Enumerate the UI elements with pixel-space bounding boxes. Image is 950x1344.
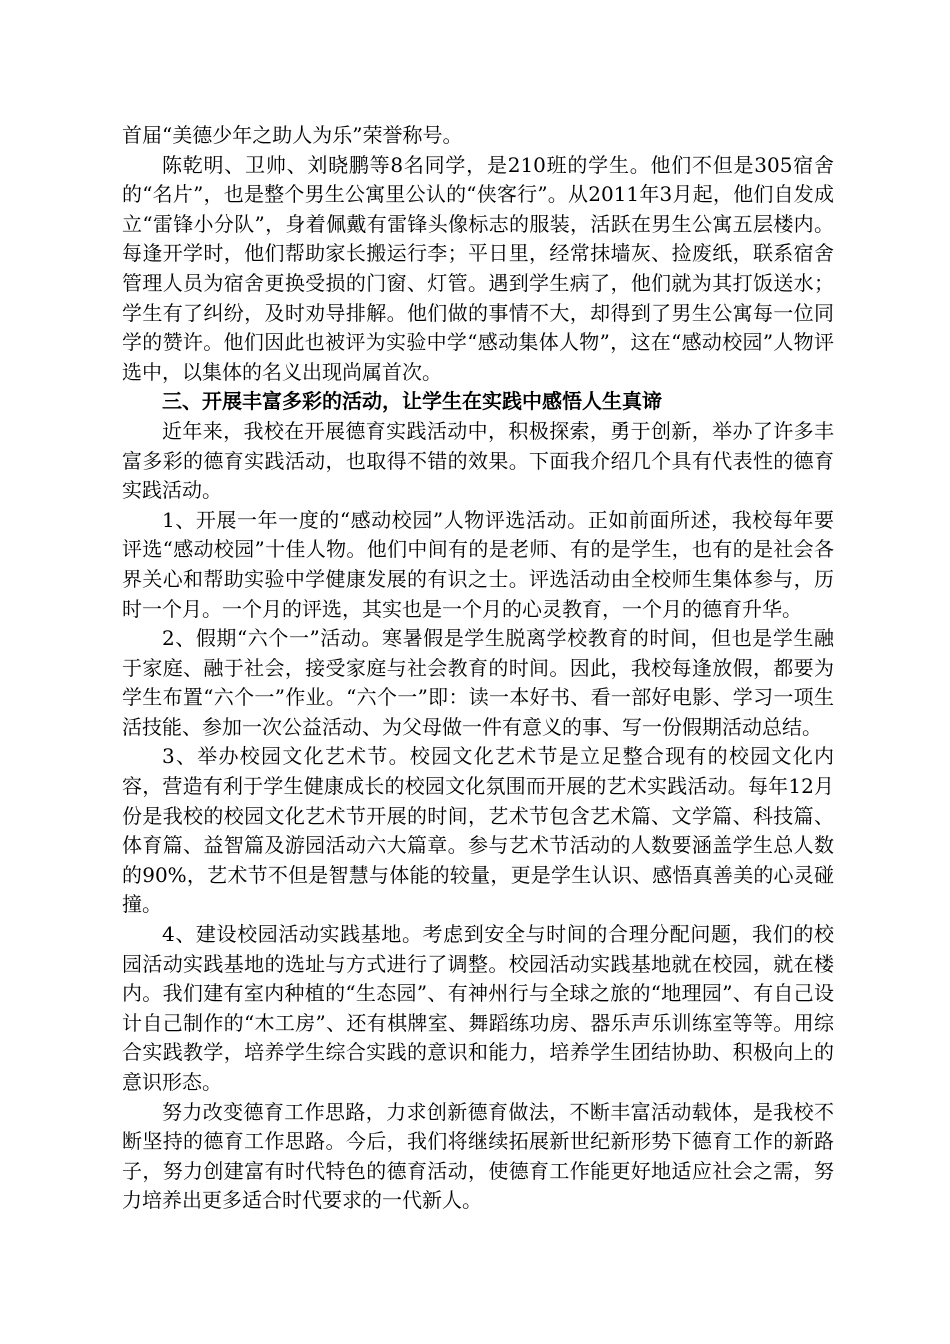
document-body (122, 121, 834, 1216)
paragraph-continuation: 首届“美德少年之助人为乐”荣誉称号。 (122, 123, 463, 147)
paragraph-activity-1: 1、开展一年一度的“感动校园”人物评选活动。正如前面所述，我校每年要评选“感动校园”十佳人物。他们中间有的是老师、有的是学生，也有的是社会各界关心和帮助实验中学健康发展的有识之士。评选活动由全校师生集体参与，历时一个月。一个月的评选，其实也是一个月的心灵教育，一个月的德育升华。 (122, 507, 834, 621)
paragraph-activity-2: 2、假期“六个一”活动。寒暑假是学生脱离学校教育的时间，但也是学生融于家庭、融于社会，接受家庭与社会教育的时间。因此，我校每逢放假，都要为学生布置“六个一”作业。“六个一”即：读一本好书、看一部好电影、学习一项生活技能、参加一次公益活动、为父母做一件有意义的事、写一份假期活动总结。 (122, 626, 834, 739)
paragraph-activity-4: 4、建设校园活动实践基地。考虑到安全与时间的合理分配问题，我们的校园活动实践基地的选址与方式进行了调整。校园活动实践基地就在校园，就在楼内。我们建有室内种植的“生态园”、有神州行与全球之旅的“地理园”、有自己设计自己制作的“木工房”、还有棋牌室、舞蹈练功房、器乐声乐训练室等等。用综合实践教学，培养学生综合实践的意识和能力，培养学生团结协助、积极向上的意识形态。 (122, 922, 834, 1094)
paragraph-dorm-team: 陈乾明、卫帅、刘晓鹏等8名同学，是210班的学生。他们不但是305宿舍的“名片”，也是整个男生公寓里公认的“侠客行”。从2011年3月起，他们自发成立“雷锋小分队”，身着佩戴有雷锋头像标志的服装，活跃在男生公寓五层楼内。每逢开学时，他们帮助家长搬运行李；平日里，经常抹墙灰、捡废纸，联系宿舍管理人员为宿舍更换受损的门窗、灯管。遇到学生病了，他们就为其打饭送水；学生有了纠纷，及时劝导排解。他们做的事情不大，却得到了男生公寓每一位同学的赞许。他们因此也被评为实验中学“感动集体人物”，这在“感动校园”人物评选中，以集体的名义出现尚属首次。 (122, 152, 834, 384)
paragraph-intro-activities: 近年来，我校在开展德育实践活动中，积极探索，勇于创新，举办了许多丰富多彩的德育实践活动，也取得不错的效果。下面我介绍几个具有代表性的德育实践活动。 (122, 418, 834, 503)
paragraph-conclusion: 努力改变德育工作思路，力求创新德育做法，不断丰富活动载体，是我校不断坚持的德育工作思路。今后，我们将继续拓展新世纪新形势下德育工作的新路子，努力创建富有时代特色的德育活动，使德育工作能更好地适应社会之需，努力培养出更多适合时代要求的一代新人。 (122, 1099, 834, 1213)
section-heading-activities: 三、开展丰富多彩的活动，让学生在实践中感悟人生真谛 (162, 389, 662, 414)
paragraph-activity-3: 3、举办校园文化艺术节。校园文化艺术节是立足整合现有的校园文化内容，营造有利于学生健康成长的校园文化氛围而开展的艺术实践活动。每年12月份是我校的校园文化艺术节开展的时间，艺术节包含艺术篇、文学篇、科技篇、体育篇、益智篇及游园活动六大篇章。参与艺术节活动的人数要涵盖学生总人数的90%，艺术节不但是智慧与体能的较量，更是学生认识、感悟真善美的心灵碰撞。 (122, 744, 834, 917)
